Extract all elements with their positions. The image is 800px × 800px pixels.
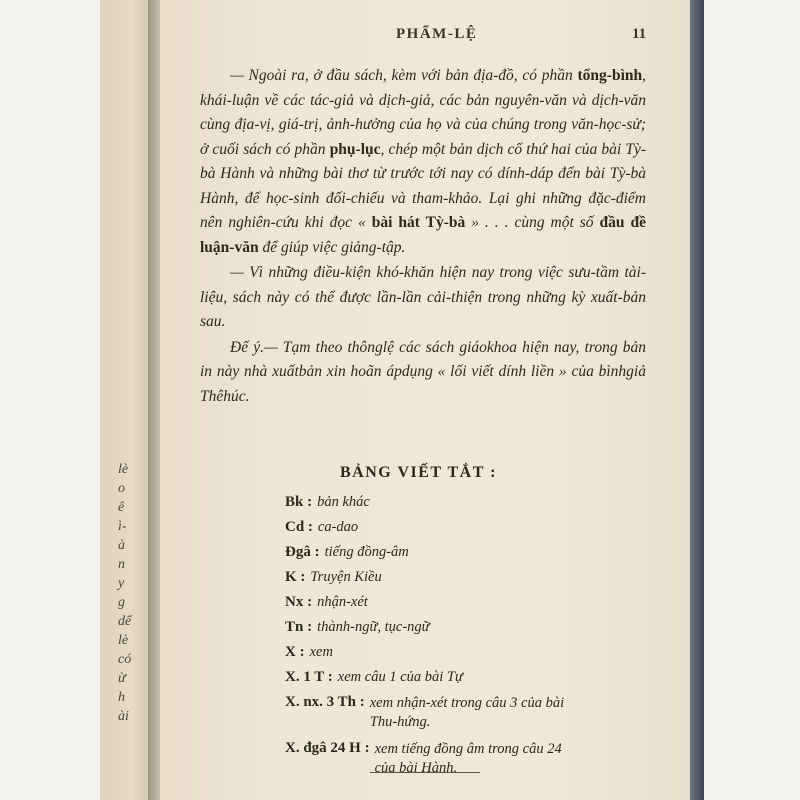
abbreviation-key: X. nx. 3 Th : [285, 694, 365, 710]
abbreviations-list [285, 494, 645, 786]
abbreviation-row [285, 569, 645, 594]
text-run: , chép một bản dịch cổ thứ hai của bài Tỳ-bà Hành và những bài thơ từ trước tới nay có dính-dáp đến bài Tỳ-bà Hành, để học-sinh đối-chiếu và tham-khảo. Lại ghi những đặc-điểm nên nghiên-cứu khi đọc « [200, 140, 646, 231]
paragraph [200, 336, 646, 410]
abbreviation-key: Đgâ : [285, 544, 320, 560]
left-page-fragment: ê [118, 500, 125, 515]
abbreviation-row [285, 669, 645, 694]
abbreviations-title: BẢNG VIẾT TẮT : [340, 464, 497, 481]
left-page-fragment: dể [118, 614, 132, 629]
left-page-fragment: có [118, 652, 132, 667]
book-cover-edge [690, 0, 704, 800]
book-page [160, 0, 690, 800]
abbreviation-description: xem tiếng đồng âm trong câu 24 của bài Hành. [374, 741, 562, 776]
left-page-fragment: ài [118, 709, 129, 724]
abbreviation-row [285, 519, 645, 544]
abbreviation-description: Truyện Kiều [310, 569, 382, 585]
abbreviation-description: tiếng đồng-âm [324, 544, 409, 560]
left-page-fragment: ừ [118, 671, 126, 686]
left-page-fragment: à [118, 538, 125, 553]
left-page-fragment: ì- [118, 519, 127, 534]
left-page-fragment: lè [118, 633, 129, 648]
bold-term: bài hát Tỳ-bà [371, 214, 466, 231]
abbreviation-row [285, 694, 645, 740]
abbreviation-key: X. đgâ 24 H : [285, 740, 370, 756]
left-page-fragment: y [118, 576, 125, 591]
text-run: — Vì những điều-kiện khó-khăn hiện nay trong việc sưu-tầm tài-liệu, sách này có thể được lần-lần cải-thiện trong những kỳ xuất-bản sau. [200, 264, 646, 330]
bold-term: đầu đề luận-văn [200, 214, 646, 256]
abbreviation-description: bản khác [317, 494, 370, 510]
abbreviation-description: ca-dao [317, 519, 359, 535]
left-page-fragments [118, 460, 148, 726]
abbreviation-description: xem [309, 644, 333, 660]
page-title: PHẨM-LỆ [396, 26, 478, 42]
abbreviation-row [285, 740, 645, 786]
page-header [160, 24, 690, 48]
abbreviation-row [285, 619, 645, 644]
abbreviation-key: Bk : [285, 494, 313, 510]
abbreviation-key: Tn : [285, 619, 313, 635]
left-page-fragment: o [118, 481, 125, 496]
text-run: , khái-luận về các tác-giả và dịch-giả, các bản nguyên-văn và dịch-văn cùng địa-vị, giá-trị, ảnh-hưởng của họ và của chúng trong văn-học-sử; ở cuối sách có phần [200, 67, 646, 158]
abbreviation-description: thành-ngữ, tục-ngữ [317, 619, 430, 635]
left-page-fragment: n [118, 557, 125, 572]
abbreviation-key: K : [285, 569, 306, 585]
paragraph [200, 261, 646, 335]
text-run: » . . . cùng một số [465, 214, 600, 231]
abbreviation-key: Nx : [285, 594, 313, 610]
bold-term: tổng-bình [577, 67, 643, 84]
body-text [200, 64, 646, 410]
text-run: Để ý.— Tạm theo thônglệ các sách giáokhoa hiện nay, trong bản in này nhà xuấtbản xin hoãn ápdụng « lối viết dính liền » của bìnhgiả Thêhúc. [200, 338, 646, 405]
page-number: 11 [632, 26, 647, 42]
text-run: để giúp việc giảng-tập. [258, 238, 406, 256]
paragraph [200, 64, 646, 260]
abbreviation-key: X : [285, 644, 305, 660]
abbreviation-key: X. 1 T : [285, 669, 333, 685]
closing-rule [370, 772, 480, 773]
abbreviation-row [285, 644, 645, 669]
bold-term: phụ-lục [329, 140, 381, 158]
abbreviation-description: nhận-xét [317, 594, 368, 610]
left-page-fragment: h [118, 690, 125, 705]
text-run: — Ngoài ra, ở đầu sách, kèm với bản địa-đồ, có phần [230, 67, 578, 84]
abbreviation-row [285, 594, 645, 619]
left-page-fragment: lè [118, 462, 129, 477]
abbreviation-description: xem câu 1 của bài Tự [337, 669, 463, 685]
abbreviation-row [285, 494, 645, 519]
abbreviation-description: xem nhận-xét trong câu 3 của bài Thu-hứng. [369, 695, 565, 730]
abbreviation-row [285, 544, 645, 569]
left-page-fragment: g [118, 595, 125, 610]
abbreviation-key: Cd : [285, 519, 313, 535]
